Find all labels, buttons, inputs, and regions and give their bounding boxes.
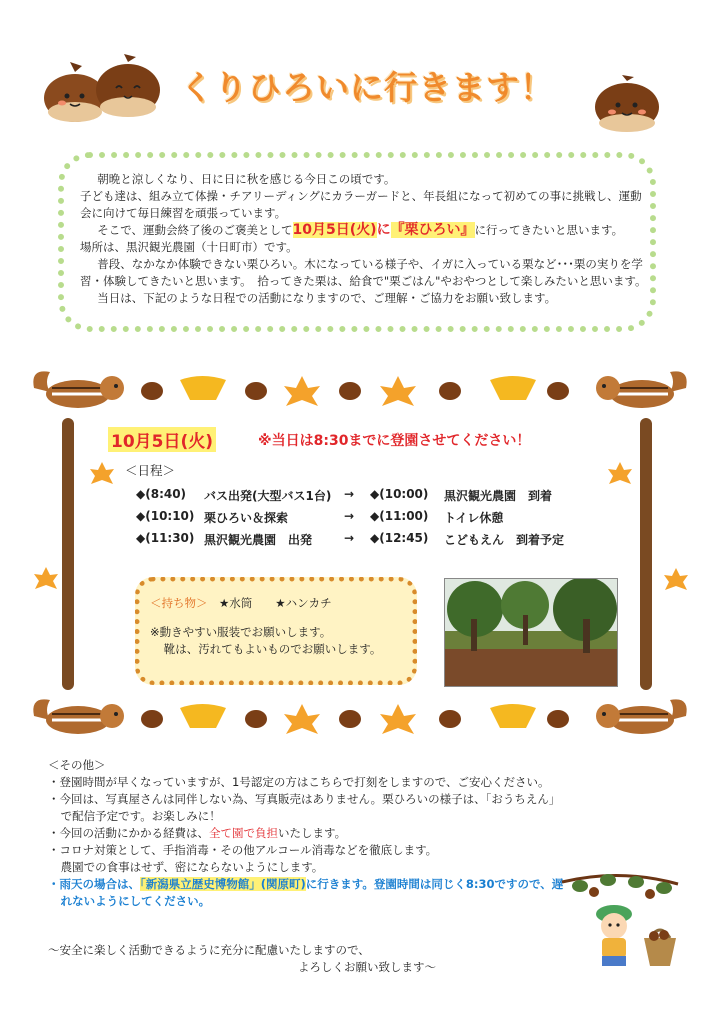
ginkgo-leaf-icon	[180, 376, 226, 400]
maple-leaf-icon	[606, 460, 634, 488]
chestnut-character-icon	[40, 52, 165, 124]
intro-line: 当日は、下記のような日程での活動になりますので、ご理解・ご協力をお願い致します。	[97, 291, 557, 305]
chestnut-tree-photo	[444, 578, 618, 687]
ginkgo-leaf-icon	[180, 704, 226, 728]
branch-left	[62, 418, 74, 690]
other-label: ＜その他＞	[48, 758, 106, 772]
maple-leaf-icon	[662, 566, 690, 594]
chestnut-icon	[245, 710, 267, 728]
note-item: ・今回は、写真屋さんは同伴しない為、写真販売はありません。栗ひろいの様子は、「おうちえん」で配信予定です。お楽しみに！	[48, 792, 561, 823]
belongings-note: 靴は、汚れてもよいものでお願いします。	[163, 642, 382, 656]
ginkgo-leaf-icon	[490, 704, 536, 728]
chestnut-icon	[141, 710, 163, 728]
chestnut-icon	[339, 710, 361, 728]
chestnut-icon	[439, 382, 461, 400]
belongings-line	[150, 595, 410, 612]
rain-note: ・雨天の場合は、「新潟県立歴史博物館」(関原町)に行きます。登園時間は同じく8:30ですので、遅れないようにしてください。	[48, 877, 564, 908]
note-item: ・登園時間が早くなっていますが、1号認定の方はこちらで打刻をしますので、ご安心ください。	[48, 775, 550, 789]
maple-leaf-icon	[32, 565, 60, 593]
maple-leaf-icon	[284, 704, 320, 734]
belongings-note: ※動きやすい服装でお願いします。	[150, 625, 332, 639]
chestnut-icon	[141, 382, 163, 400]
event-date: 10月5日(火)	[292, 222, 377, 238]
chestnut-icon	[547, 382, 569, 400]
chestnut-icon	[245, 382, 267, 400]
intro-line: 朝晩と涼しくなり、日に日に秋を感じる今日この頃です。	[97, 172, 396, 186]
maple-leaf-icon	[380, 376, 416, 406]
intro-text	[80, 171, 650, 307]
schedule-date: 10月5日(火)	[108, 427, 216, 452]
closing-message	[48, 942, 468, 976]
chipmunk-icon	[596, 699, 687, 734]
chipmunk-icon	[596, 371, 687, 408]
ginkgo-leaf-icon	[490, 376, 536, 400]
chestnut-icon	[439, 710, 461, 728]
chestnut-character-icon	[592, 75, 662, 133]
closing-line: よろしくお願い致します～	[298, 960, 436, 974]
maple-leaf-icon	[380, 704, 416, 734]
intro-line: そこで、運動会終了後のご褒美として10月5日(火)に『栗ひろい』に行ってきたいと思います。	[97, 222, 624, 238]
note-item: ・コロナ対策として、手指消毒・その他アルコール消毒などを徹底します。	[48, 843, 438, 857]
schedule-label: ＜日程＞	[125, 463, 176, 478]
maple-leaf-icon	[284, 376, 320, 406]
arrival-notice: ※当日は8:30までに登園させてください！	[258, 433, 531, 449]
chipmunk-icon	[33, 699, 124, 734]
intro-line: 子ども達は、組み立て体操・チアリーディングにカラーガードと、年長組になって初めての事に挑戦し、運動会に向けて毎日練習を頑張っています。	[80, 189, 642, 220]
other-notes	[48, 757, 568, 910]
chipmunk-icon	[33, 371, 124, 408]
boy-with-basket-icon	[590, 902, 680, 972]
decoration-strip-bottom	[30, 690, 690, 750]
belongings-items: ★水筒 ★ハンカチ	[219, 596, 332, 610]
event-name: 『栗ひろい』	[390, 222, 475, 238]
intro-line: 普段、なかなか体験できない栗ひろい。木になっている様子や、イガに入っている栗など･･･栗の実りを学習・体験してきたいと思います。 拾ってきた栗は、給食で"栗ごはん"やおやつとして楽しみたいと思います。	[80, 257, 647, 288]
chestnut-icon	[547, 710, 569, 728]
cost-highlight: 全て園で負担	[209, 826, 278, 840]
chestnut-icon	[339, 382, 361, 400]
page-title: くりひろいに行きます！	[180, 68, 554, 107]
decoration-strip-top	[30, 358, 690, 418]
maple-leaf-icon	[88, 460, 116, 488]
rain-place: 「新潟県立歴史博物館」(関原町)	[140, 877, 306, 891]
branch-right	[640, 418, 652, 690]
intro-line: 場所は、黒沢観光農園（十日町市）です。	[80, 240, 298, 254]
belongings-text	[150, 595, 410, 658]
belongings-label: ＜持ち物＞	[150, 596, 208, 610]
closing-line: ～安全に楽しく活動できるように充分に配慮いたしますので、	[48, 943, 370, 957]
note-item: ・今回の活動にかかる経費は、全て園で負担いたします。	[48, 826, 347, 840]
note-item: 農園での食事はせず、密にならないようにします。	[60, 860, 324, 874]
